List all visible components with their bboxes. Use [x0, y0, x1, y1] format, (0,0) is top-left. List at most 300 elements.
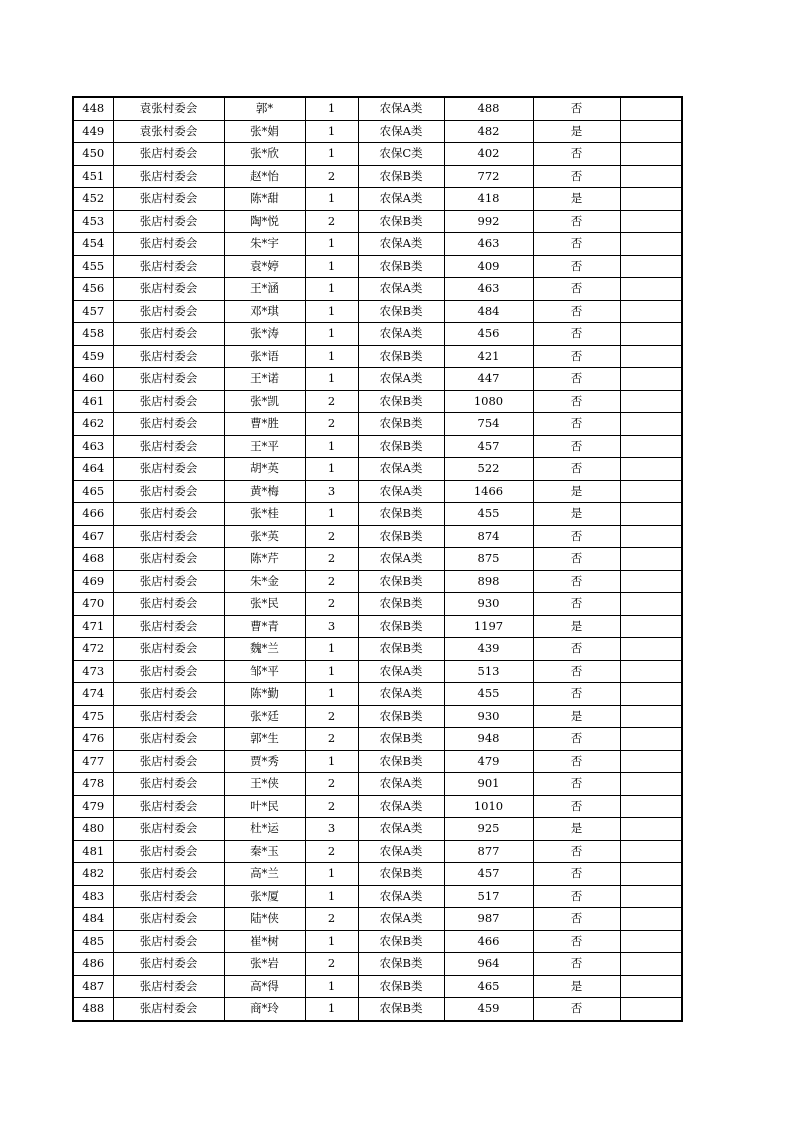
remarks-cell — [620, 615, 682, 638]
remarks-cell — [620, 885, 682, 908]
amount-cell: 482 — [444, 120, 533, 143]
row-number-cell: 453 — [73, 210, 113, 233]
insurance-type-cell: 农保B类 — [358, 255, 444, 278]
village-committee-cell: 张店村委会 — [113, 165, 224, 188]
insurance-type-cell: 农保A类 — [358, 188, 444, 211]
flag-cell: 否 — [533, 300, 620, 323]
table-row — [73, 840, 682, 863]
table-row — [73, 97, 682, 120]
table-row — [73, 525, 682, 548]
household-count-cell: 1 — [305, 885, 358, 908]
village-committee-cell: 张店村委会 — [113, 908, 224, 931]
household-count-cell: 1 — [305, 998, 358, 1021]
table-row — [73, 368, 682, 391]
household-count-cell: 2 — [305, 390, 358, 413]
insurance-type-cell: 农保A类 — [358, 548, 444, 571]
insurance-type-cell: 农保A类 — [358, 278, 444, 301]
remarks-cell — [620, 435, 682, 458]
flag-cell: 否 — [533, 413, 620, 436]
table-row — [73, 435, 682, 458]
name-cell: 曹*胜 — [224, 413, 305, 436]
insurance-type-cell: 农保B类 — [358, 998, 444, 1021]
name-cell: 张*凯 — [224, 390, 305, 413]
flag-cell: 是 — [533, 975, 620, 998]
data-table — [72, 96, 683, 1022]
household-count-cell: 1 — [305, 975, 358, 998]
remarks-cell — [620, 660, 682, 683]
village-committee-cell: 张店村委会 — [113, 885, 224, 908]
flag-cell: 是 — [533, 120, 620, 143]
row-number-cell: 473 — [73, 660, 113, 683]
table-row — [73, 750, 682, 773]
flag-cell: 否 — [533, 368, 620, 391]
village-committee-cell: 张店村委会 — [113, 368, 224, 391]
row-number-cell: 467 — [73, 525, 113, 548]
village-committee-cell: 张店村委会 — [113, 300, 224, 323]
amount-cell: 447 — [444, 368, 533, 391]
household-count-cell: 3 — [305, 615, 358, 638]
household-count-cell: 2 — [305, 413, 358, 436]
name-cell: 张*廷 — [224, 705, 305, 728]
amount-cell: 439 — [444, 638, 533, 661]
remarks-cell — [620, 120, 682, 143]
remarks-cell — [620, 953, 682, 976]
village-committee-cell: 张店村委会 — [113, 728, 224, 751]
row-number-cell: 481 — [73, 840, 113, 863]
table-row — [73, 998, 682, 1021]
flag-cell: 是 — [533, 480, 620, 503]
village-committee-cell: 张店村委会 — [113, 188, 224, 211]
flag-cell: 否 — [533, 278, 620, 301]
insurance-type-cell: 农保A类 — [358, 773, 444, 796]
table-row — [73, 233, 682, 256]
flag-cell: 是 — [533, 705, 620, 728]
village-committee-cell: 张店村委会 — [113, 615, 224, 638]
name-cell: 袁*婷 — [224, 255, 305, 278]
amount-cell: 465 — [444, 975, 533, 998]
name-cell: 张*娟 — [224, 120, 305, 143]
table-row — [73, 255, 682, 278]
insurance-type-cell: 农保A类 — [358, 908, 444, 931]
household-count-cell: 1 — [305, 323, 358, 346]
insurance-type-cell: 农保B类 — [358, 953, 444, 976]
row-number-cell: 478 — [73, 773, 113, 796]
row-number-cell: 484 — [73, 908, 113, 931]
household-count-cell: 1 — [305, 120, 358, 143]
row-number-cell: 449 — [73, 120, 113, 143]
flag-cell: 否 — [533, 660, 620, 683]
amount-cell: 463 — [444, 278, 533, 301]
row-number-cell: 472 — [73, 638, 113, 661]
flag-cell: 否 — [533, 998, 620, 1021]
amount-cell: 1466 — [444, 480, 533, 503]
amount-cell: 459 — [444, 998, 533, 1021]
row-number-cell: 461 — [73, 390, 113, 413]
amount-cell: 1010 — [444, 795, 533, 818]
village-committee-cell: 张店村委会 — [113, 863, 224, 886]
household-count-cell: 2 — [305, 548, 358, 571]
amount-cell: 418 — [444, 188, 533, 211]
flag-cell: 否 — [533, 323, 620, 346]
household-count-cell: 1 — [305, 278, 358, 301]
row-number-cell: 451 — [73, 165, 113, 188]
village-committee-cell: 张店村委会 — [113, 480, 224, 503]
row-number-cell: 458 — [73, 323, 113, 346]
household-count-cell: 1 — [305, 750, 358, 773]
insurance-type-cell: 农保A类 — [358, 795, 444, 818]
table-row — [73, 480, 682, 503]
flag-cell: 否 — [533, 638, 620, 661]
row-number-cell: 459 — [73, 345, 113, 368]
row-number-cell: 466 — [73, 503, 113, 526]
row-number-cell: 464 — [73, 458, 113, 481]
village-committee-cell: 张店村委会 — [113, 570, 224, 593]
household-count-cell: 1 — [305, 97, 358, 120]
table-row — [73, 143, 682, 166]
table-row — [73, 683, 682, 706]
row-number-cell: 476 — [73, 728, 113, 751]
name-cell: 张*厦 — [224, 885, 305, 908]
flag-cell: 是 — [533, 188, 620, 211]
village-committee-cell: 张店村委会 — [113, 818, 224, 841]
remarks-cell — [620, 525, 682, 548]
household-count-cell: 1 — [305, 863, 358, 886]
flag-cell: 否 — [533, 233, 620, 256]
insurance-type-cell: 农保B类 — [358, 525, 444, 548]
insurance-type-cell: 农保C类 — [358, 143, 444, 166]
row-number-cell: 462 — [73, 413, 113, 436]
village-committee-cell: 张店村委会 — [113, 435, 224, 458]
household-count-cell: 1 — [305, 930, 358, 953]
household-count-cell: 2 — [305, 728, 358, 751]
remarks-cell — [620, 795, 682, 818]
insurance-type-cell: 农保B类 — [358, 165, 444, 188]
amount-cell: 513 — [444, 660, 533, 683]
row-number-cell: 474 — [73, 683, 113, 706]
table-row — [73, 638, 682, 661]
household-count-cell: 1 — [305, 638, 358, 661]
amount-cell: 479 — [444, 750, 533, 773]
flag-cell: 否 — [533, 795, 620, 818]
table-row — [73, 885, 682, 908]
flag-cell: 否 — [533, 953, 620, 976]
table-row — [73, 863, 682, 886]
table-row — [73, 323, 682, 346]
flag-cell: 否 — [533, 930, 620, 953]
insurance-type-cell: 农保B类 — [358, 503, 444, 526]
row-number-cell: 477 — [73, 750, 113, 773]
name-cell: 赵*怡 — [224, 165, 305, 188]
village-committee-cell: 张店村委会 — [113, 683, 224, 706]
flag-cell: 否 — [533, 683, 620, 706]
household-count-cell: 2 — [305, 908, 358, 931]
name-cell: 曹*青 — [224, 615, 305, 638]
household-count-cell: 2 — [305, 705, 358, 728]
name-cell: 张*英 — [224, 525, 305, 548]
insurance-type-cell: 农保B类 — [358, 975, 444, 998]
row-number-cell: 455 — [73, 255, 113, 278]
table-row — [73, 413, 682, 436]
table-row — [73, 458, 682, 481]
remarks-cell — [620, 143, 682, 166]
insurance-type-cell: 农保A类 — [358, 368, 444, 391]
village-committee-cell: 张店村委会 — [113, 413, 224, 436]
name-cell: 朱*金 — [224, 570, 305, 593]
row-number-cell: 475 — [73, 705, 113, 728]
flag-cell: 否 — [533, 435, 620, 458]
table-row — [73, 188, 682, 211]
name-cell: 张*涛 — [224, 323, 305, 346]
household-count-cell: 1 — [305, 233, 358, 256]
remarks-cell — [620, 593, 682, 616]
amount-cell: 948 — [444, 728, 533, 751]
table-row — [73, 120, 682, 143]
amount-cell: 1080 — [444, 390, 533, 413]
amount-cell: 1197 — [444, 615, 533, 638]
amount-cell: 488 — [444, 97, 533, 120]
name-cell: 张*岩 — [224, 953, 305, 976]
table-row — [73, 728, 682, 751]
household-count-cell: 1 — [305, 300, 358, 323]
flag-cell: 否 — [533, 458, 620, 481]
village-committee-cell: 张店村委会 — [113, 795, 224, 818]
remarks-cell — [620, 458, 682, 481]
flag-cell: 否 — [533, 165, 620, 188]
row-number-cell: 470 — [73, 593, 113, 616]
insurance-type-cell: 农保B类 — [358, 345, 444, 368]
household-count-cell: 3 — [305, 480, 358, 503]
amount-cell: 522 — [444, 458, 533, 481]
village-committee-cell: 张店村委会 — [113, 323, 224, 346]
flag-cell: 是 — [533, 503, 620, 526]
remarks-cell — [620, 345, 682, 368]
village-committee-cell: 张店村委会 — [113, 278, 224, 301]
name-cell: 贾*秀 — [224, 750, 305, 773]
amount-cell: 992 — [444, 210, 533, 233]
name-cell: 王*涵 — [224, 278, 305, 301]
village-committee-cell: 张店村委会 — [113, 750, 224, 773]
remarks-cell — [620, 570, 682, 593]
village-committee-cell: 张店村委会 — [113, 975, 224, 998]
remarks-cell — [620, 683, 682, 706]
amount-cell: 466 — [444, 930, 533, 953]
village-committee-cell: 张店村委会 — [113, 773, 224, 796]
household-count-cell: 2 — [305, 525, 358, 548]
name-cell: 高*得 — [224, 975, 305, 998]
amount-cell: 875 — [444, 548, 533, 571]
table-row — [73, 773, 682, 796]
village-committee-cell: 张店村委会 — [113, 930, 224, 953]
row-number-cell: 483 — [73, 885, 113, 908]
flag-cell: 否 — [533, 593, 620, 616]
row-number-cell: 465 — [73, 480, 113, 503]
remarks-cell — [620, 278, 682, 301]
table-row — [73, 705, 682, 728]
remarks-cell — [620, 840, 682, 863]
name-cell: 陈*勤 — [224, 683, 305, 706]
table-row — [73, 300, 682, 323]
insurance-type-cell: 农保A类 — [358, 885, 444, 908]
flag-cell: 否 — [533, 773, 620, 796]
village-committee-cell: 袁张村委会 — [113, 97, 224, 120]
remarks-cell — [620, 975, 682, 998]
name-cell: 杜*运 — [224, 818, 305, 841]
table-row — [73, 953, 682, 976]
village-committee-cell: 张店村委会 — [113, 840, 224, 863]
name-cell: 陆*侠 — [224, 908, 305, 931]
amount-cell: 874 — [444, 525, 533, 548]
table-row — [73, 165, 682, 188]
row-number-cell: 469 — [73, 570, 113, 593]
household-count-cell: 3 — [305, 818, 358, 841]
insurance-type-cell: 农保B类 — [358, 593, 444, 616]
insurance-type-cell: 农保B类 — [358, 435, 444, 458]
amount-cell: 463 — [444, 233, 533, 256]
table-row — [73, 570, 682, 593]
household-count-cell: 1 — [305, 345, 358, 368]
flag-cell: 否 — [533, 210, 620, 233]
amount-cell: 402 — [444, 143, 533, 166]
household-count-cell: 1 — [305, 368, 358, 391]
remarks-cell — [620, 863, 682, 886]
remarks-cell — [620, 368, 682, 391]
amount-cell: 930 — [444, 705, 533, 728]
household-count-cell: 2 — [305, 773, 358, 796]
amount-cell: 456 — [444, 323, 533, 346]
row-number-cell: 454 — [73, 233, 113, 256]
household-count-cell: 2 — [305, 210, 358, 233]
name-cell: 郭*生 — [224, 728, 305, 751]
village-committee-cell: 张店村委会 — [113, 390, 224, 413]
village-committee-cell: 张店村委会 — [113, 525, 224, 548]
amount-cell: 457 — [444, 863, 533, 886]
amount-cell: 455 — [444, 683, 533, 706]
row-number-cell: 456 — [73, 278, 113, 301]
row-number-cell: 487 — [73, 975, 113, 998]
insurance-type-cell: 农保A类 — [358, 840, 444, 863]
remarks-cell — [620, 233, 682, 256]
household-count-cell: 2 — [305, 165, 358, 188]
amount-cell: 421 — [444, 345, 533, 368]
insurance-type-cell: 农保B类 — [358, 750, 444, 773]
village-committee-cell: 张店村委会 — [113, 255, 224, 278]
table-row — [73, 503, 682, 526]
name-cell: 秦*玉 — [224, 840, 305, 863]
flag-cell: 否 — [533, 863, 620, 886]
amount-cell: 925 — [444, 818, 533, 841]
table-row — [73, 818, 682, 841]
household-count-cell: 1 — [305, 435, 358, 458]
table-row — [73, 795, 682, 818]
flag-cell: 否 — [533, 570, 620, 593]
village-committee-cell: 张店村委会 — [113, 638, 224, 661]
name-cell: 王*诺 — [224, 368, 305, 391]
remarks-cell — [620, 413, 682, 436]
remarks-cell — [620, 750, 682, 773]
remarks-cell — [620, 503, 682, 526]
amount-cell: 987 — [444, 908, 533, 931]
name-cell: 高*兰 — [224, 863, 305, 886]
amount-cell: 877 — [444, 840, 533, 863]
row-number-cell: 448 — [73, 97, 113, 120]
table-row — [73, 660, 682, 683]
remarks-cell — [620, 480, 682, 503]
household-count-cell: 1 — [305, 503, 358, 526]
row-number-cell: 486 — [73, 953, 113, 976]
name-cell: 张*语 — [224, 345, 305, 368]
remarks-cell — [620, 705, 682, 728]
insurance-type-cell: 农保B类 — [358, 390, 444, 413]
amount-cell: 964 — [444, 953, 533, 976]
row-number-cell: 471 — [73, 615, 113, 638]
insurance-type-cell: 农保A类 — [358, 233, 444, 256]
amount-cell: 409 — [444, 255, 533, 278]
name-cell: 崔*树 — [224, 930, 305, 953]
flag-cell: 否 — [533, 908, 620, 931]
insurance-type-cell: 农保B类 — [358, 615, 444, 638]
flag-cell: 否 — [533, 97, 620, 120]
remarks-cell — [620, 300, 682, 323]
remarks-cell — [620, 728, 682, 751]
insurance-type-cell: 农保B类 — [358, 863, 444, 886]
insurance-type-cell: 农保A类 — [358, 120, 444, 143]
name-cell: 邓*琪 — [224, 300, 305, 323]
row-number-cell: 468 — [73, 548, 113, 571]
row-number-cell: 480 — [73, 818, 113, 841]
row-number-cell: 457 — [73, 300, 113, 323]
insurance-type-cell: 农保B类 — [358, 570, 444, 593]
name-cell: 陈*甜 — [224, 188, 305, 211]
household-count-cell: 2 — [305, 840, 358, 863]
name-cell: 黄*梅 — [224, 480, 305, 503]
flag-cell: 是 — [533, 818, 620, 841]
village-committee-cell: 张店村委会 — [113, 660, 224, 683]
insurance-type-cell: 农保A类 — [358, 97, 444, 120]
name-cell: 陈*芹 — [224, 548, 305, 571]
village-committee-cell: 张店村委会 — [113, 593, 224, 616]
name-cell: 邹*平 — [224, 660, 305, 683]
household-count-cell: 2 — [305, 953, 358, 976]
table-row — [73, 548, 682, 571]
flag-cell: 否 — [533, 750, 620, 773]
remarks-cell — [620, 390, 682, 413]
village-committee-cell: 张店村委会 — [113, 143, 224, 166]
flag-cell: 否 — [533, 255, 620, 278]
name-cell: 陶*悦 — [224, 210, 305, 233]
remarks-cell — [620, 548, 682, 571]
flag-cell: 否 — [533, 840, 620, 863]
household-count-cell: 1 — [305, 683, 358, 706]
name-cell: 郭* — [224, 97, 305, 120]
amount-cell: 517 — [444, 885, 533, 908]
name-cell: 朱*宇 — [224, 233, 305, 256]
village-committee-cell: 张店村委会 — [113, 233, 224, 256]
village-committee-cell: 张店村委会 — [113, 953, 224, 976]
table-row — [73, 930, 682, 953]
insurance-type-cell: 农保A类 — [358, 480, 444, 503]
flag-cell: 否 — [533, 390, 620, 413]
amount-cell: 898 — [444, 570, 533, 593]
table-row — [73, 390, 682, 413]
household-count-cell: 1 — [305, 255, 358, 278]
remarks-cell — [620, 188, 682, 211]
remarks-cell — [620, 255, 682, 278]
row-number-cell: 450 — [73, 143, 113, 166]
household-count-cell: 1 — [305, 143, 358, 166]
row-number-cell: 479 — [73, 795, 113, 818]
insurance-type-cell: 农保B类 — [358, 638, 444, 661]
village-committee-cell: 张店村委会 — [113, 458, 224, 481]
